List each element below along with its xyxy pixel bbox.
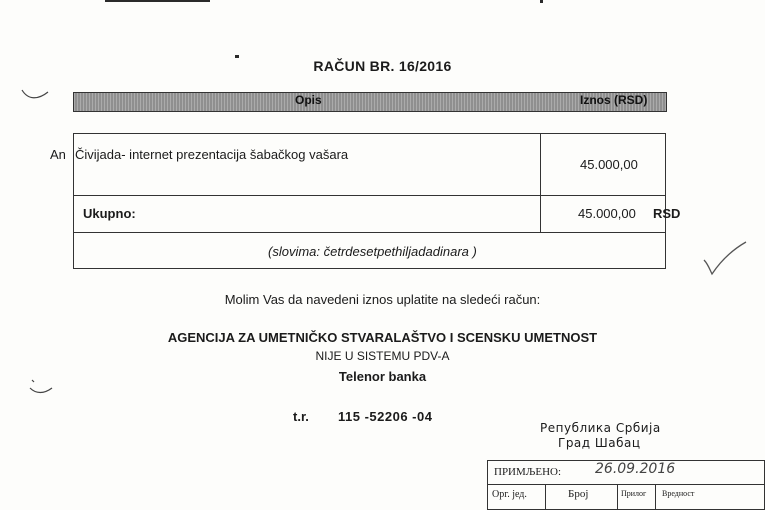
- stamp-city: Град Шабац: [558, 436, 641, 450]
- invoice-title: RAČUN BR. 16/2016: [313, 58, 452, 74]
- vat-status: NIJE U SISTEMU PDV-A: [315, 349, 450, 363]
- bank-name: Telenor banka: [338, 369, 427, 384]
- stamp-col-value: Вредност: [662, 489, 695, 498]
- payment-note: Molim Vas da navedeni iznos uplatite na sledeći račun:: [224, 292, 541, 307]
- total-amount: 45.000,00: [578, 206, 636, 221]
- total-currency: RSD: [653, 206, 681, 221]
- item-description: Čivijada- internet prezentacija šabačkog vašara: [75, 147, 349, 162]
- column-header-description: Opis: [295, 93, 322, 107]
- item-prefix: An: [50, 147, 66, 162]
- agency-name: AGENCIJA ZA UMETNIČKO STVARALAŠTVO I SCENSKU UMETNOST: [167, 330, 598, 345]
- stamp-col-attachment: Прилог: [621, 489, 647, 498]
- stamp-received-label: ПРИМЉЕНО:: [494, 466, 562, 478]
- stamp-divider: [487, 484, 765, 485]
- stamp-received-date: 26.09.2016: [595, 461, 676, 477]
- stamp-divider: [655, 484, 656, 510]
- column-header-amount: Iznos (RSD): [580, 93, 648, 107]
- scan-artifact: [540, 0, 543, 3]
- stamp-divider: [545, 484, 546, 510]
- item-amount: 45.000,00: [580, 157, 638, 172]
- amount-in-words: (slovima: četrdesetpethiljadadinara ): [268, 244, 477, 259]
- scan-artifact: [105, 0, 210, 2]
- checkmark-icon: [700, 238, 750, 278]
- table-column-divider: [540, 133, 541, 232]
- table-header-bar: [73, 92, 667, 112]
- table-divider: [73, 195, 666, 196]
- account-label: t.r.: [293, 409, 309, 424]
- table-divider: [73, 232, 666, 233]
- stamp-col-number: Број: [568, 488, 589, 500]
- stamp-divider: [617, 484, 618, 510]
- account-number: 115 -52206 -04: [338, 409, 433, 424]
- total-label: Ukupno:: [83, 206, 136, 221]
- pencil-mark: [20, 86, 50, 102]
- stamp-country: Република Србија: [540, 421, 661, 435]
- stamp-col-org: Орг. јед.: [492, 489, 527, 500]
